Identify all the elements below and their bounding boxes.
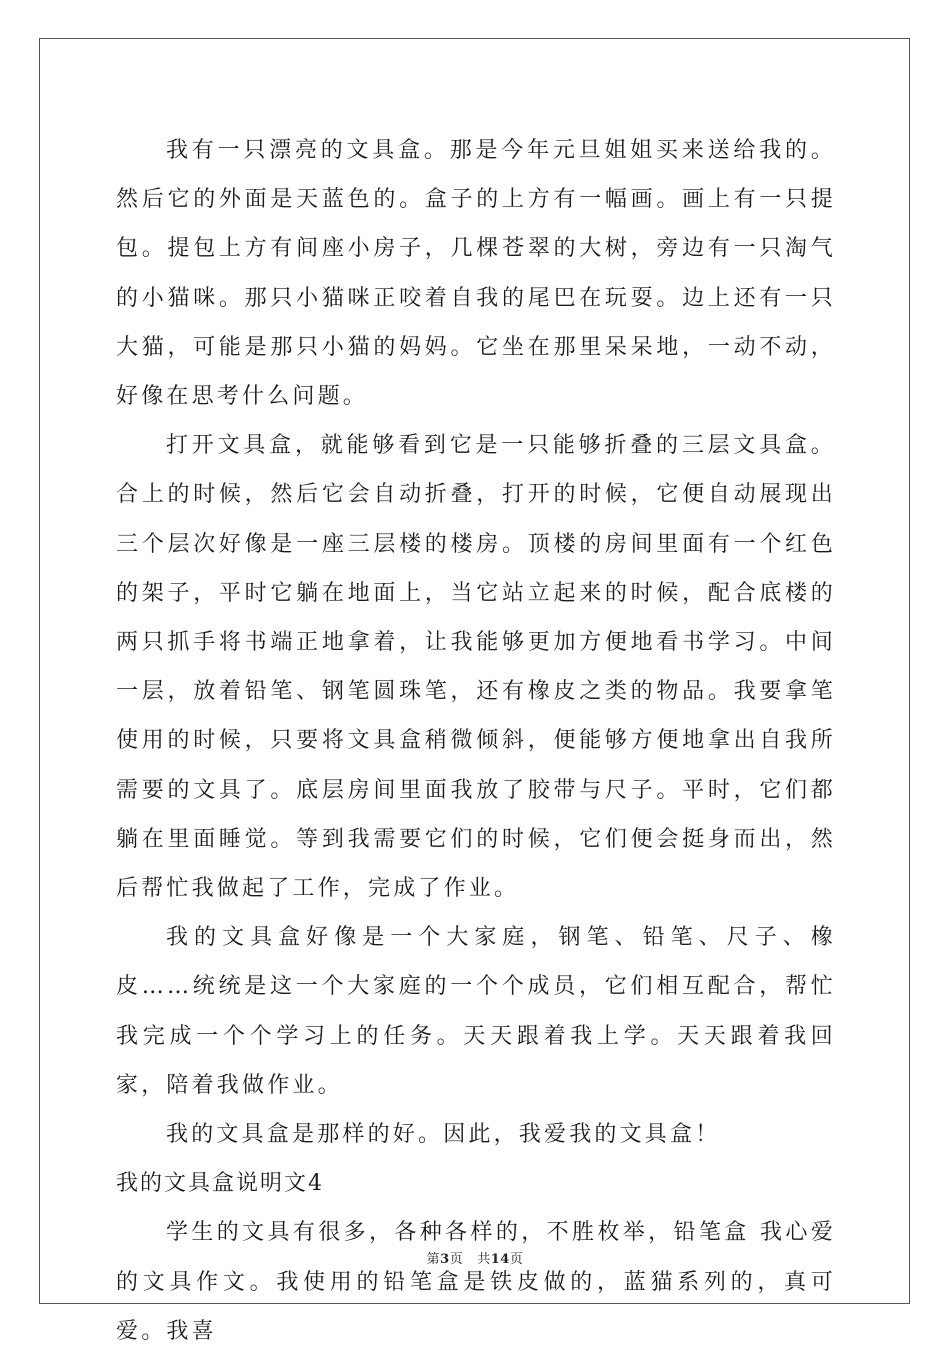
total-pages: 14: [490, 1252, 510, 1267]
total-prefix: 共: [477, 1252, 491, 1267]
page-prefix: 第: [426, 1252, 441, 1267]
total-suffix: 页: [509, 1252, 524, 1267]
paragraph-5: 学生的文具有很多，各种各样的，不胜枚举，铅笔盒 我心爱的文具作文。我使用的铅笔盒是铁皮做的，蓝猫系列的，真可爱。我喜: [116, 1220, 836, 1344]
paragraph-1: 我有一只漂亮的文具盒。那是今年元旦姐姐买来送给我的。然后它的外面是天蓝色的。盒子的上方有一幅画。画上有一只提包。提包上方有间座小房子，几棵苍翠的大树，旁边有一只淘气的小猫咪。那只小猫咪正咬着自我的尾巴在玩耍。边上还有一只大猫，可能是那只小猫的妈妈。它坐在那里呆呆地，一动不动，好像在思考什么问题。: [116, 138, 836, 410]
document-body: [116, 126, 836, 1356]
page-suffix: 页: [449, 1252, 464, 1267]
page-number: 3: [440, 1252, 450, 1267]
page-footer: [0, 1248, 950, 1267]
paragraph-2: 打开文具盒，就能够看到它是一只能够折叠的三层文具盒。合上的时候，然后它会自动折叠，打开的时候，它便自动展现出三个层次好像是一座三层楼的楼房。顶楼的房间里面有一个红色的架子，平时它躺在地面上，当它站立起来的时候，配合底楼的两只抓手将书端正地拿着，让我能够更加方便地看书学习。中间一层，放着铅笔、钢笔圆珠笔，还有橡皮之类的物品。我要拿笔使用的时候，只要将文具盒稍微倾斜，便能够方便地拿出自我所需要的文具了。底层房间里面我放了胶带与尺子。平时，它们都躺在里面睡觉。等到我需要它们的时候，它们便会挺身而出，然后帮忙我做起了工作，完成了作业。: [116, 433, 836, 902]
paragraph-4: 我的文具盒是那样的好。因此，我爱我的文具盒！: [166, 1122, 721, 1148]
paragraph-3: 我的文具盒好像是一个大家庭，钢笔、铅笔、尺子、橡皮……统统是这一个大家庭的一个个成员，它们相互配合，帮忙我完成一个个学习上的任务。天天跟着我上学。天天跟着我回家，陪着我做作业。: [116, 925, 836, 1098]
section-heading: 我的文具盒说明文4: [116, 1171, 324, 1197]
